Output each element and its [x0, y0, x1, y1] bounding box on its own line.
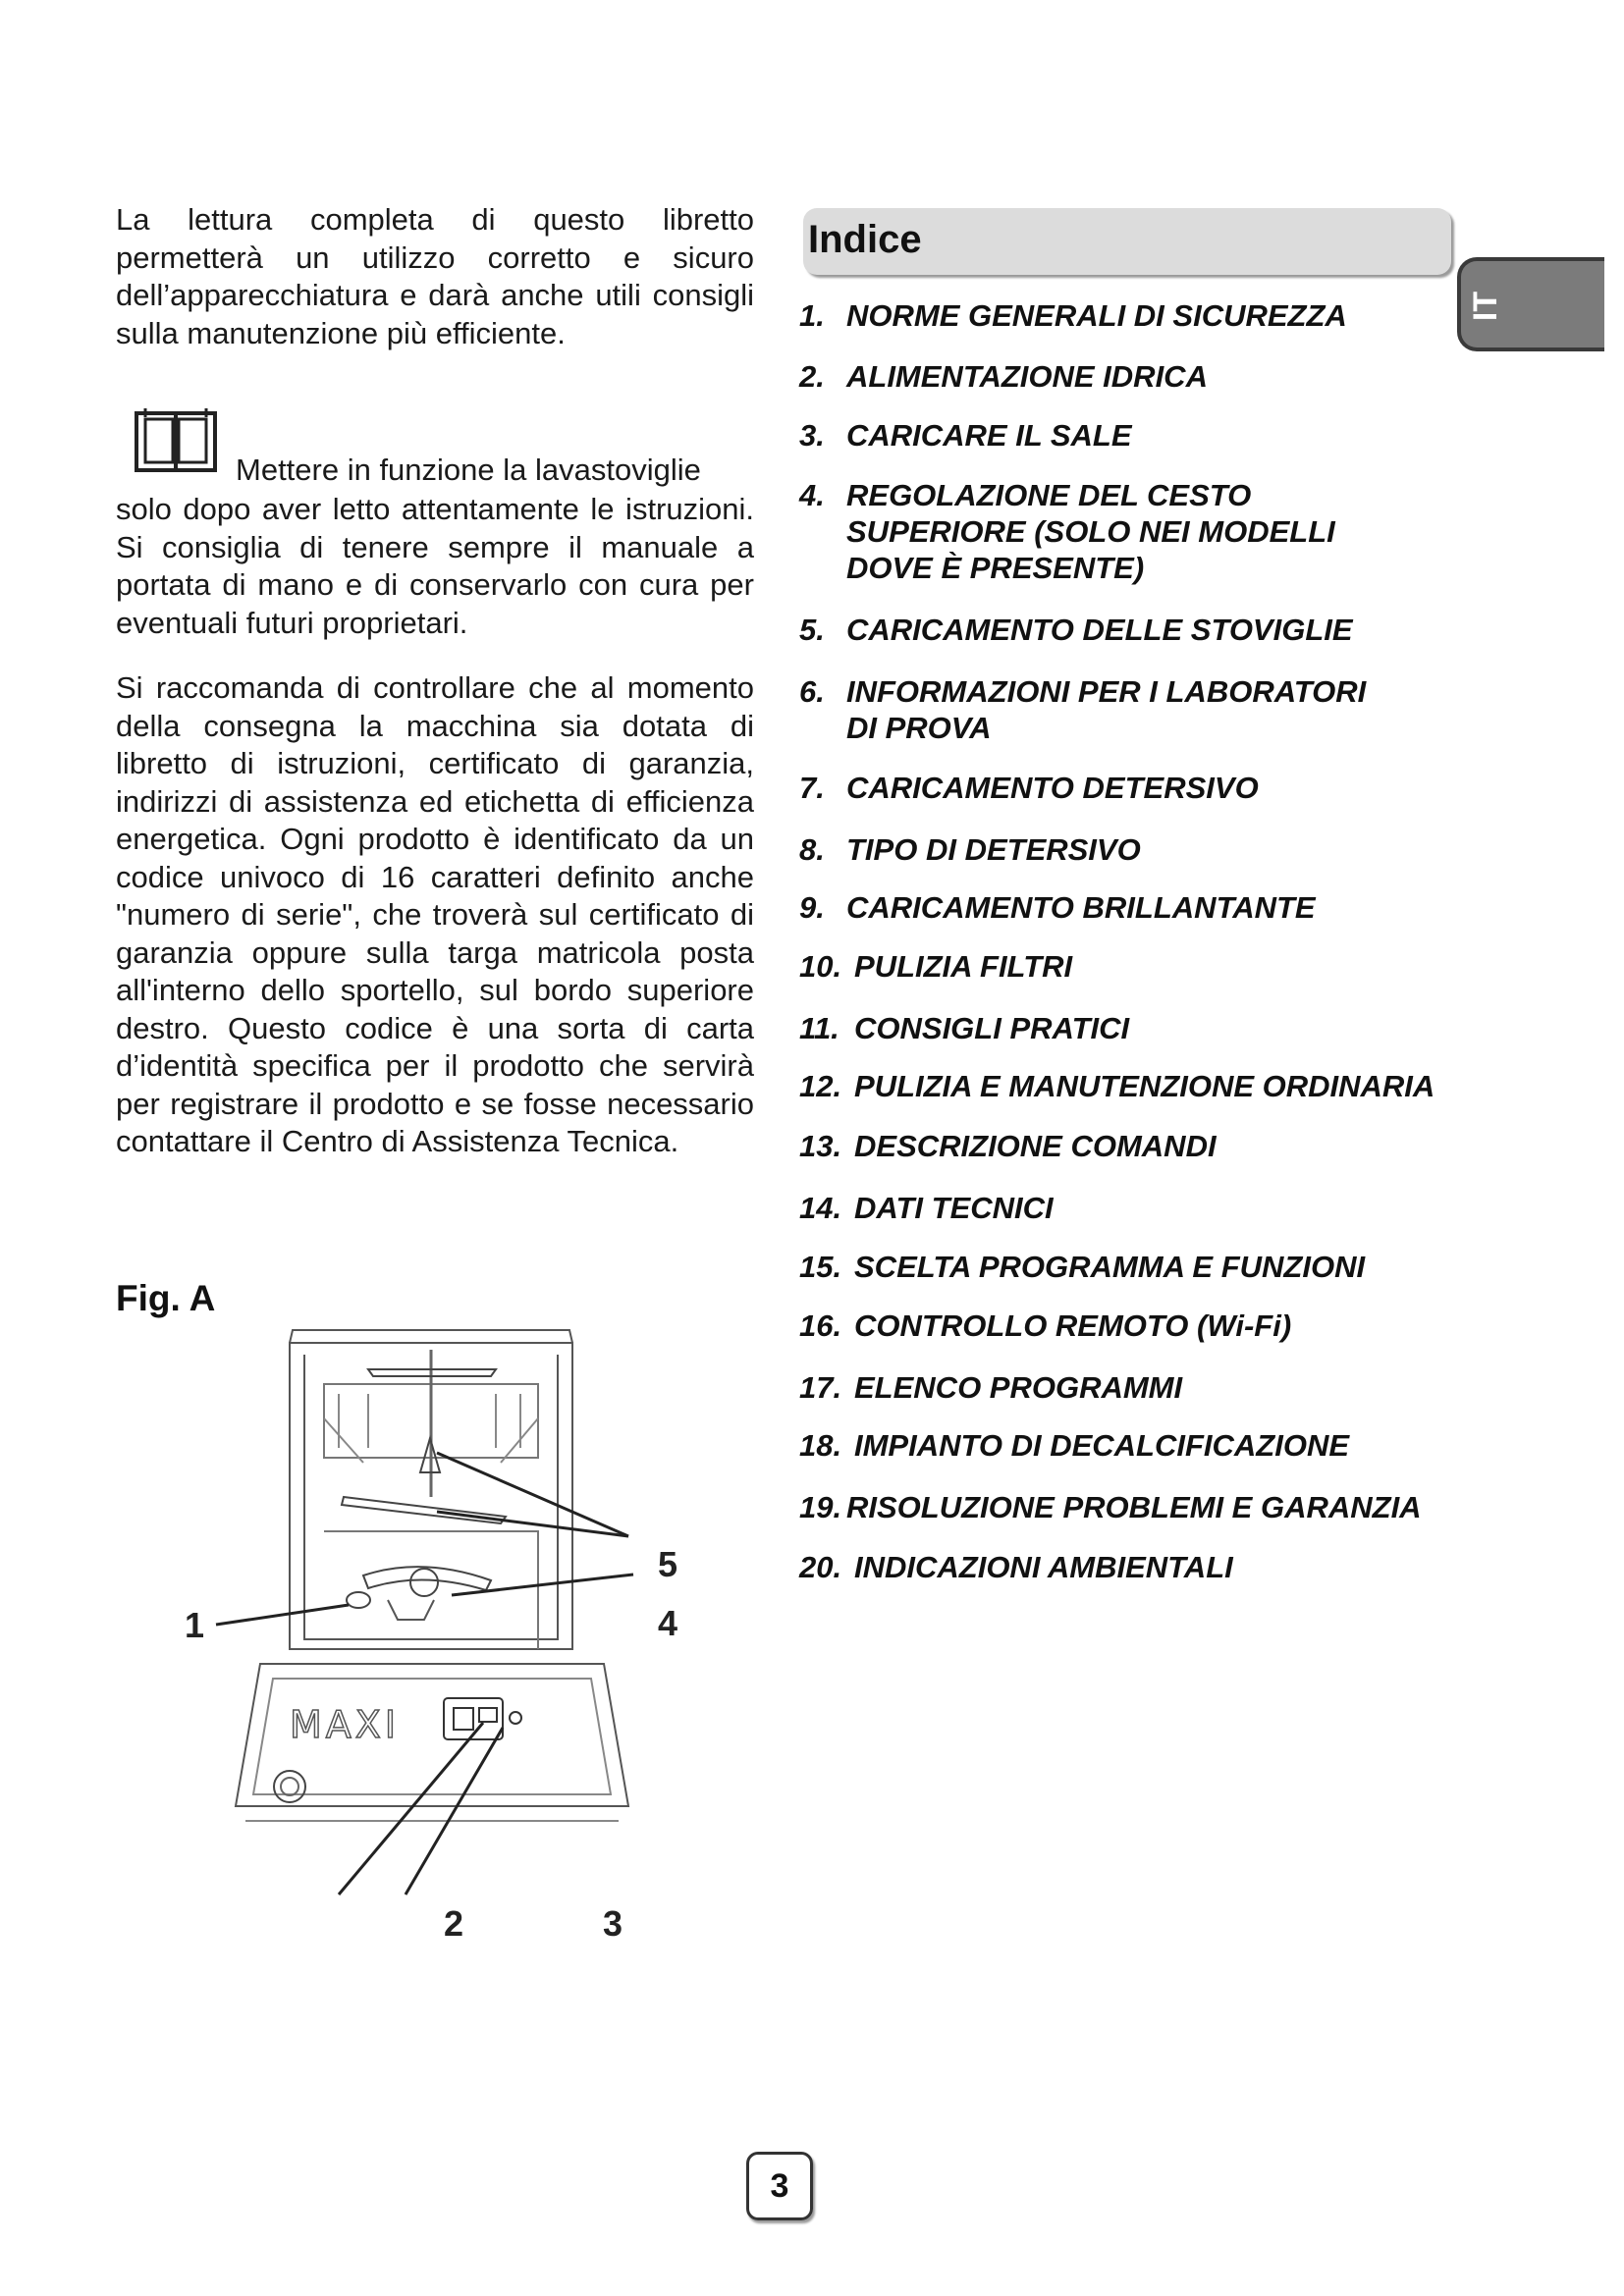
toc-item-label: DESCRIZIONE COMANDI: [854, 1129, 1217, 1163]
toc-item-label: INDICAZIONI AMBIENTALI: [854, 1550, 1233, 1584]
toc-item-label: PULIZIA E MANUTENZIONE ORDINARIA: [854, 1069, 1435, 1103]
toc-item-label: NORME GENERALI DI SICUREZZA: [846, 298, 1347, 333]
toc-item-8[interactable]: 8. TIPO DI DETERSIVO: [799, 832, 1141, 867]
toc-item-15[interactable]: 15. SCELTA PROGRAMMA E FUNZIONI: [799, 1250, 1366, 1284]
intro-paragraph: La lettura completa di questo libretto permetterà un utilizzo corretto e sicuro dell’apparecchiatura e darà anche utili consigli sulla manutenzione più efficiente.: [116, 202, 754, 350]
toc-item-1[interactable]: 1. NORME GENERALI DI SICUREZZA: [799, 298, 1347, 333]
serial-number-paragraph: Si raccomanda di controllare che al momento della consegna la macchina sia dotata di libretto di istruzioni, certificato di garanzia, indirizzi di assistenza ed etichetta di efficienza energetica. Ogni prodotto è identificato da un codice univoco di 16 caratteri definito anche "numero di serie", che troverà sul certificato di garanzia oppure sulla targa matricola posta all'interno dello sportello, sul bordo superiore destro. Questo codice è una sorta di carta d’identità specifica per il prodotto che servirà per registrare il prodotto e se fosse necessario contattare il Centro di Assistenza Tecnica.: [116, 670, 754, 1158]
toc-item-label: CARICARE IL SALE: [846, 418, 1132, 453]
toc-item-7[interactable]: 7. CARICAMENTO DETERSIVO: [799, 771, 1259, 805]
toc-item-label: PULIZIA FILTRI: [854, 949, 1073, 984]
toc-item-4[interactable]: 4. REGOLAZIONE DEL CESTO SUPERIORE (SOLO NEI MODELLI DOVE È PRESENTE): [799, 478, 1335, 585]
toc-item-label: ALIMENTAZIONE IDRICA: [846, 359, 1208, 394]
callout-label-1: 1: [185, 1605, 205, 1645]
figure-title: Fig. A: [116, 1278, 216, 1318]
toc-item-label: TIPO DI DETERSIVO: [846, 832, 1141, 867]
callout-label-5: 5: [658, 1544, 678, 1584]
toc-item-label: IMPIANTO DI DECALCIFICAZIONE: [854, 1428, 1350, 1463]
toc-item-label: INFORMAZIONI PER I LABORATORI: [846, 674, 1367, 709]
toc-item-label-cont: SUPERIORE (SOLO NEI MODELLI: [846, 514, 1335, 549]
toc-item-16[interactable]: 16. CONTROLLO REMOTO (Wi-Fi): [799, 1308, 1292, 1343]
toc-item-20[interactable]: 20. INDICAZIONI AMBIENTALI: [799, 1550, 1233, 1584]
language-tab-label: IT: [1467, 291, 1504, 322]
toc-item-5[interactable]: 5. CARICAMENTO DELLE STOVIGLIE: [799, 613, 1353, 647]
index-title: Indice: [808, 218, 922, 261]
instructions-paragraph: solo dopo aver letto attentamente le istruzioni. Si consiglia di tenere sempre il manuale a portata di mano e di conservarlo con cura per eventuali futuri proprietari.: [116, 492, 754, 640]
toc-item-11[interactable]: 11. CONSIGLI PRATICI: [799, 1011, 1130, 1045]
toc-item-14[interactable]: 14. DATI TECNICI: [799, 1191, 1054, 1225]
toc-item-label: REGOLAZIONE DEL CESTO: [846, 478, 1252, 512]
toc-item-19[interactable]: 19. RISOLUZIONE PROBLEMI E GARANZIA: [799, 1490, 1422, 1524]
toc-item-label: CONTROLLO REMOTO (Wi-Fi): [854, 1308, 1292, 1343]
toc-item-label: DATI TECNICI: [854, 1191, 1054, 1225]
toc-item-label-cont: DOVE È PRESENTE): [846, 551, 1145, 585]
toc-item-2[interactable]: 2. ALIMENTAZIONE IDRICA: [799, 359, 1208, 394]
toc-item-3[interactable]: 3. CARICARE IL SALE: [799, 418, 1132, 453]
toc-item-6[interactable]: 6. INFORMAZIONI PER I LABORATORI DI PROVA: [799, 674, 1367, 745]
toc-item-label: SCELTA PROGRAMMA E FUNZIONI: [854, 1250, 1366, 1284]
dishwasher-diagram: [167, 1325, 717, 1953]
toc-item-label-cont: DI PROVA: [846, 711, 992, 745]
callout-label-3: 3: [603, 1903, 623, 1944]
toc-item-label: ELENCO PROGRAMMI: [854, 1370, 1183, 1405]
toc-item-12[interactable]: 12. PULIZIA E MANUTENZIONE ORDINARIA: [799, 1069, 1435, 1103]
toc-item-18[interactable]: 18. IMPIANTO DI DECALCIFICAZIONE: [799, 1428, 1350, 1463]
toc-item-label: RISOLUZIONE PROBLEMI E GARANZIA: [846, 1490, 1422, 1524]
brand-text: MAXI: [290, 1703, 401, 1746]
toc-item-17[interactable]: 17. ELENCO PROGRAMMI: [799, 1370, 1183, 1405]
instructions-first-line: Mettere in funzione la lavastoviglie: [236, 453, 701, 487]
toc-item-13[interactable]: 13. DESCRIZIONE COMANDI: [799, 1129, 1217, 1163]
open-book-icon: [134, 405, 218, 476]
toc-item-label: CARICAMENTO DELLE STOVIGLIE: [846, 613, 1353, 647]
callout-label-4: 4: [658, 1603, 678, 1643]
toc-item-10[interactable]: 10. PULIZIA FILTRI: [799, 949, 1073, 984]
page-number: 3: [746, 2152, 813, 2220]
toc-item-label: CARICAMENTO DETERSIVO: [846, 771, 1259, 805]
toc-item-label: CARICAMENTO BRILLANTANTE: [846, 890, 1316, 925]
toc-item-label: CONSIGLI PRATICI: [854, 1011, 1130, 1045]
callout-label-2: 2: [444, 1903, 464, 1944]
toc-item-9[interactable]: 9. CARICAMENTO BRILLANTANTE: [799, 890, 1316, 925]
